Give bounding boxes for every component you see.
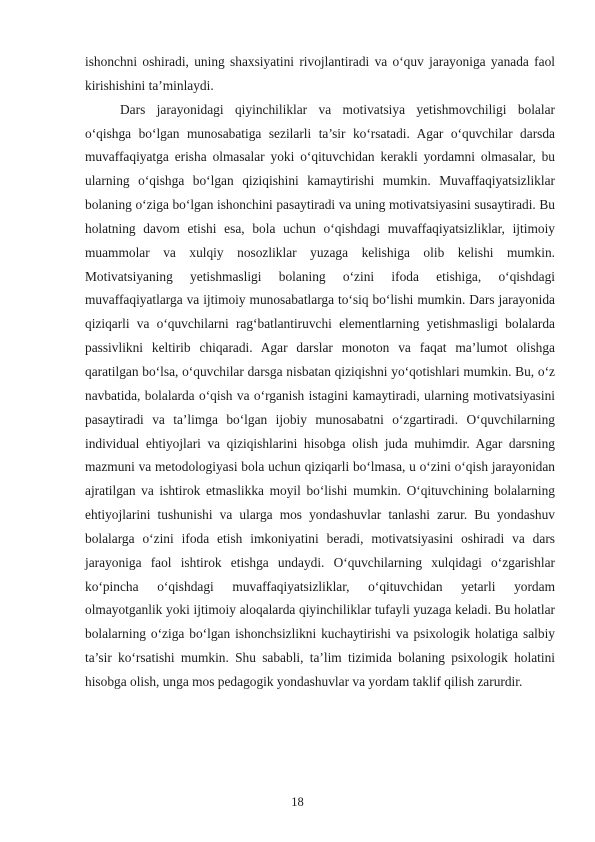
paragraph-main: Dars jarayonidagi qiyinchiliklar va motivatsiya yetishmovchiligi bolalar o‘qishga bo‘lgan munosabatiga sezilarli ta’sir ko‘rsatadi. Agar o‘quvchilar darsda muvaffaqiyatga erisha olmasalar yoki o‘qituvchidan kerakli yordamni olmasalar, bu ularning o‘qishga bo‘lgan qiziqishini kamaytirishi mumkin. Muvaffaqiyatsizliklar bolaning o‘ziga bo‘lgan ishonchini pasaytiradi va uning motivatsiyasini susaytiradi. Bu holatning davom etishi esa, bola uchun o‘qishdagi muvaffaqiyatsizliklar, ijtimoiy muammolar va xulqiy nosozliklar yuzaga kelishiga olib kelishi mumkin. Motivatsiyaning yetishmasligi bolaning o‘zini ifoda etishiga, o‘qishdagi muvaffaqiyatlarga va ijtimoiy munosabatlarga to‘siq bo‘lishi mumkin. Dars jarayonida qiziqarli va o‘quvchilarni rag‘batlantiruvchi elementlarning yetishmasligi bolalarda passivlikni keltirib chiqaradi. Agar darslar monoton va faqat ma’lumot olishga qaratilgan bo‘lsa, o‘quvchilar darsga nisbatan qiziqishni yo‘qotishlari mumkin. Bu, o‘z navbatida, bolalarda o‘qish va o‘rganish istagini kamaytiradi, ularning motivatsiyasini pasaytiradi va ta’limga bo‘lgan ijobiy munosabatni o‘zgartiradi. O‘quvchilarning individual ehtiyojlari va qiziqishlarini hisobga olish juda muhimdir. Agar darsning mazmuni va metodologiyasi bola uchun qiziqarli bo‘lmasa, u o‘zini o‘qish jarayonidan ajratilgan va ishtirok etmaslikka moyil bo‘lishi mumkin. O‘qituvchining bolalarning ehtiyojlarini tushunishi va ularga mos yondashuvlar tanlashi zarur. Bu yondashuv bolalarga o‘zini ifoda etish imkoniyatini beradi, motivatsiyasini oshiradi va dars jarayoniga faol ishtirok etishga undaydi. O‘quvchilarning xulqidagi o‘zgarishlar ko‘pincha o‘qishdagi muvaffaqiyatsizliklar, o‘qituvchidan yetarli yordam olmayotganlik yoki ijtimoiy aloqalarda qiyinchiliklar tufayli yuzaga keladi. Bu holatlar bolalarning o‘ziga bo‘lgan ishonchsizlikni kuchaytirishi va psixologik holatiga salbiy ta’sir ko‘rsatishi mumkin. Shu sababli, ta’lim tizimida bolaning psixologik holatini hisobga olish, unga mos pedagogik yondashuvlar va yordam taklif qilish zarurdir. [85,101,555,689]
page-body [85,50,555,694]
paragraph-continuation: ishonchni oshiradi, uning shaxsiyatini rivojlantiradi va o‘quv jarayoniga yanada faol kirishishini ta’minlaydi. [85,54,555,93]
page-number: 18 [291,795,304,809]
